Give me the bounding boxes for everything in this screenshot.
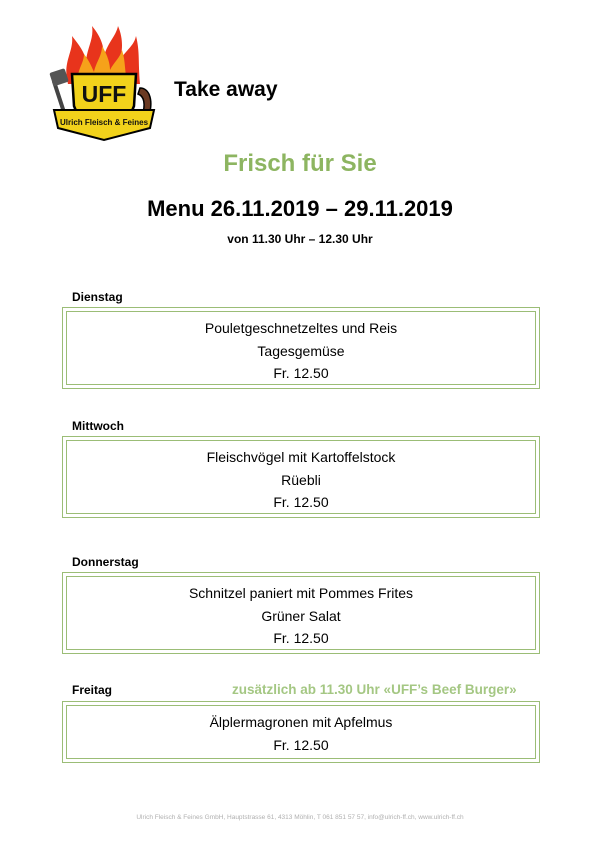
uff-logo [44,22,164,146]
takeaway-heading: Take away [174,78,278,101]
day-label-freitag: Freitag [72,683,113,697]
menu-box-donnerstag [62,572,540,654]
menu-price: Fr. 12.50 [273,736,329,753]
subtitle: Frisch für Sie [223,150,377,177]
menu-box-freitag [62,701,540,763]
menu-price: Fr. 12.50 [273,365,329,381]
logo-banner-text: Ulrich Fleisch & Feines [59,118,149,127]
service-hours: von 11.30 Uhr – 12.30 Uhr [227,232,373,246]
menu-box-mittwoch [62,436,540,518]
menu-side: Grüner Salat [261,607,341,624]
footer-contact: Ulrich Fleisch & Feines GmbH, Hauptstrasse 61, 4313 Möhlin, T 061 851 57 57, info@ulrich-ff.ch, www.ulrich-ff.ch [136,814,464,821]
menu-price: Fr. 12.50 [273,494,329,510]
day-label-mittwoch: Mittwoch [72,419,124,433]
day-label-donnerstag: Donnerstag [72,555,139,569]
day-label-dienstag: Dienstag [72,290,123,304]
menu-dish: Pouletgeschnetzeltes und Reis [204,320,398,336]
menu-box-dienstag [62,307,540,389]
menu-price: Fr. 12.50 [273,630,329,646]
menu-dish: Fleischvögel mit Kartoffelstock [206,449,396,465]
menu-side: Rüebli [281,471,321,488]
menu-dish: Schnitzel paniert mit Pommes Frites [188,585,414,601]
menu-side: Tagesgemüse [257,342,345,359]
menu-dish: Älplermagronen mit Apfelmus [209,714,393,730]
menu-title: Menu 26.11.2019 – 29.11.2019 [147,196,453,221]
burger-note: zusätzlich ab 11.30 Uhr «UFF’s Beef Burger» [232,682,517,697]
logo-mark: UFF [81,81,127,107]
